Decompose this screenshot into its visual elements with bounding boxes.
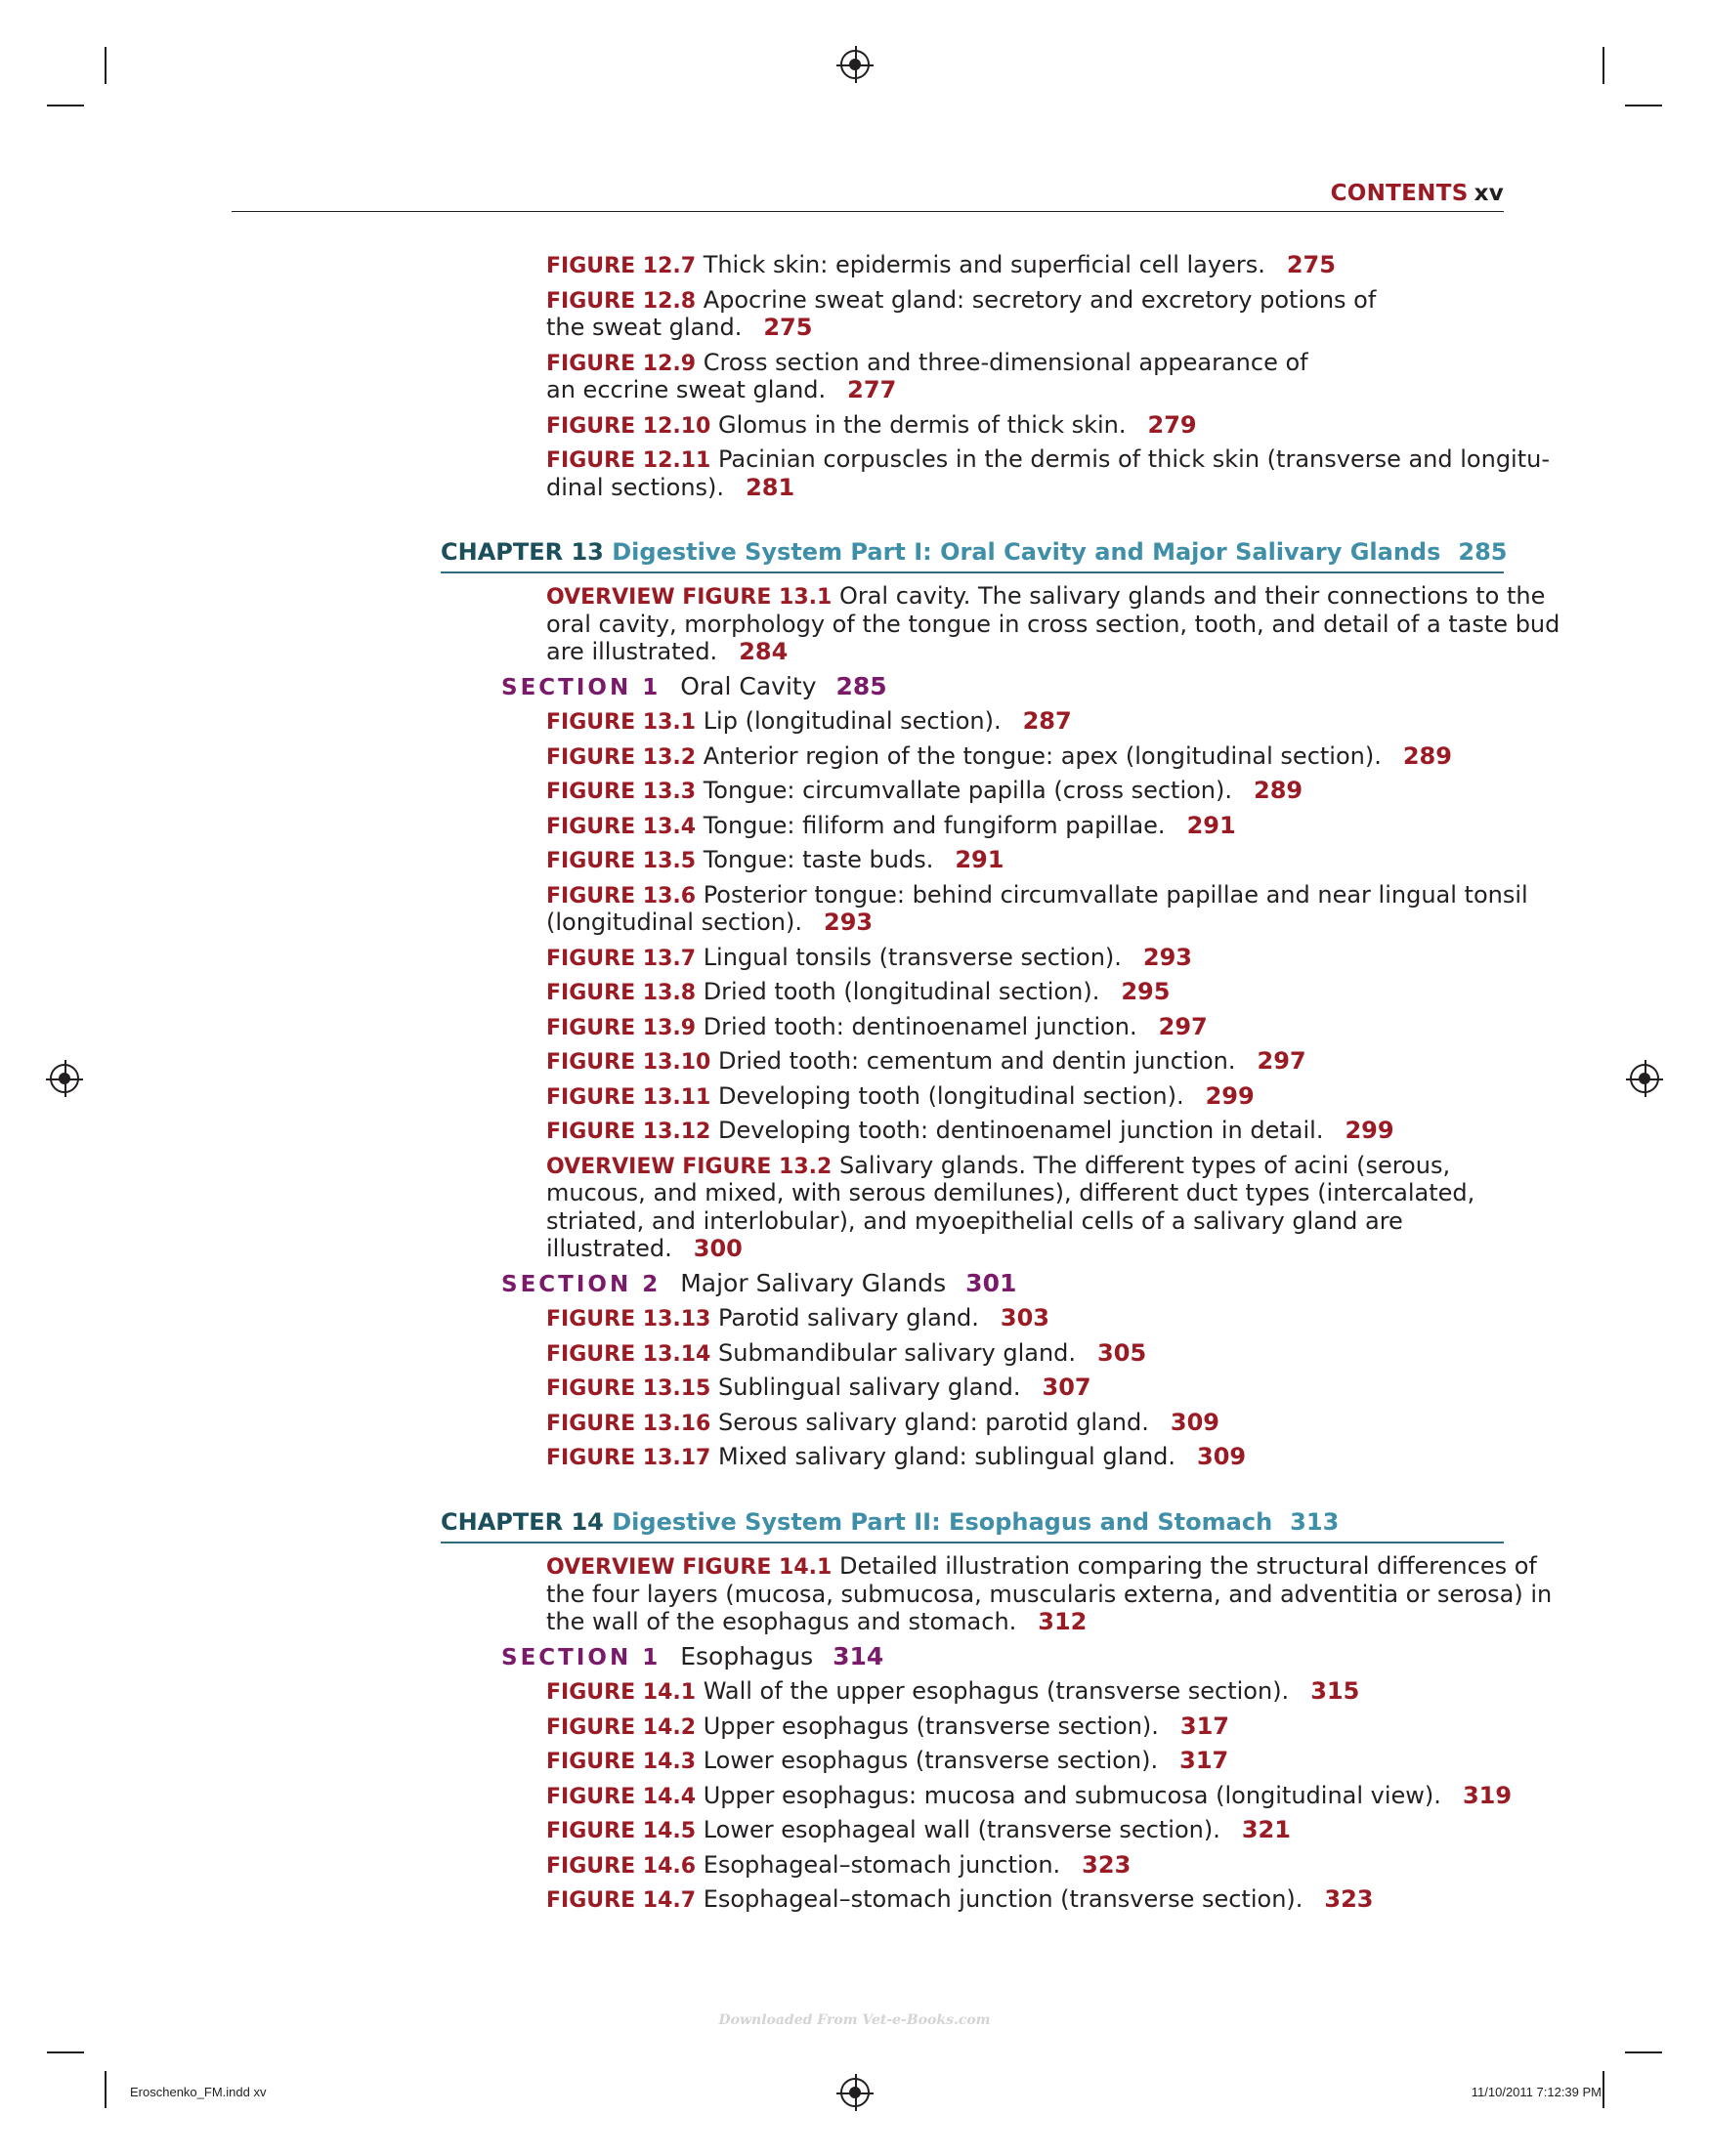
toc-figure-entry[interactable] <box>546 845 1004 876</box>
chapter-heading[interactable] <box>441 536 1508 573</box>
figure-page-number: 291 <box>1186 811 1236 839</box>
figure-label: FIGURE 13.1 <box>546 710 697 735</box>
figure-label: OVERVIEW FIGURE 14.1 <box>546 1555 833 1580</box>
crop-mark <box>1602 47 1604 84</box>
figure-title: Cross section and three-dimensional appearance of <box>703 348 1308 376</box>
figure-title: Upper esophagus (transverse section). <box>703 1712 1159 1740</box>
running-head-page-number: xv <box>1474 181 1504 206</box>
toc-figure-entry[interactable] <box>546 1012 1208 1043</box>
chapter-number: CHAPTER 13 <box>441 538 604 566</box>
figure-page-number: 319 <box>1462 1781 1513 1809</box>
figure-page-number: 295 <box>1121 978 1171 1005</box>
toc-figure-entry-continuation[interactable] <box>546 1580 1552 1609</box>
toc-figure-entry[interactable] <box>546 1151 1450 1182</box>
figure-title: Sublingual salivary gland. <box>718 1374 1021 1401</box>
registration-mark-icon <box>840 2078 870 2107</box>
figure-label: FIGURE 14.1 <box>546 1680 697 1705</box>
toc-figure-entry[interactable] <box>546 1442 1246 1473</box>
figure-label: FIGURE 13.5 <box>546 849 697 873</box>
figure-label: FIGURE 13.10 <box>546 1050 711 1075</box>
chapter-title: Digestive System Part I: Oral Cavity and Major Salivary Glands <box>612 538 1441 566</box>
figure-label: FIGURE 13.12 <box>546 1120 711 1144</box>
footer-file-slug: Eroschenko_FM.indd xv <box>130 2085 267 2099</box>
figure-label: FIGURE 14.5 <box>546 1819 697 1843</box>
toc-figure-entry[interactable] <box>546 250 1336 281</box>
figure-page-number: 277 <box>847 376 897 403</box>
running-head-label: CONTENTS <box>1330 181 1469 206</box>
figure-page-number: 299 <box>1345 1117 1394 1144</box>
figure-title: Posterior tongue: behind circumvallate papillae and near lingual tonsil <box>703 880 1528 909</box>
figure-title: Submandibular salivary gland. <box>718 1338 1077 1367</box>
figure-title: Dried tooth: dentinoenamel junction. <box>703 1012 1137 1040</box>
figure-title: Wall of the upper esophagus (transverse section). <box>703 1677 1290 1705</box>
figure-label: FIGURE 13.15 <box>546 1376 711 1401</box>
toc-figure-entry[interactable] <box>546 1712 1229 1743</box>
chapter-heading[interactable] <box>441 1506 1504 1543</box>
figure-page-number: 323 <box>1324 1885 1374 1913</box>
figure-title: Tongue: taste buds. <box>703 846 934 873</box>
section-heading[interactable] <box>501 1269 1016 1299</box>
toc-figure-entry[interactable] <box>546 1408 1219 1439</box>
figure-label: FIGURE 13.3 <box>546 780 697 804</box>
figure-label: FIGURE 12.11 <box>546 448 711 473</box>
registration-mark-icon <box>50 1064 79 1093</box>
figure-label: FIGURE 13.7 <box>546 946 697 971</box>
crop-mark <box>105 2071 107 2108</box>
figure-title: dinal sections). <box>546 473 725 501</box>
figure-title: oral cavity, morphology of the tongue in cross section, tooth, and detail of a taste bud <box>546 610 1560 638</box>
figure-page-number: 293 <box>824 909 874 936</box>
figure-label: FIGURE 14.4 <box>546 1784 697 1809</box>
figure-label: FIGURE 12.10 <box>546 413 711 439</box>
figure-label: FIGURE 13.13 <box>546 1307 711 1332</box>
figure-title: Tongue: circumvallate papilla (cross section). <box>703 777 1232 804</box>
toc-figure-entry[interactable] <box>546 741 1452 773</box>
crop-mark <box>1602 2071 1604 2108</box>
figure-page-number: 287 <box>1022 707 1072 735</box>
figure-title: are illustrated. <box>546 638 718 665</box>
toc-figure-entry[interactable] <box>546 1551 1537 1583</box>
figure-title: Salivary glands. The different types of acini (serous, <box>838 1151 1451 1179</box>
figure-title: Esophageal–stomach junction. <box>703 1850 1061 1879</box>
figure-title: Lingual tonsils (transverse section). <box>703 943 1122 971</box>
figure-page-number: 312 <box>1038 1608 1088 1635</box>
toc-figure-entry[interactable] <box>546 880 1528 911</box>
figure-title: Developing tooth: dentinoenamel junction in detail. <box>718 1117 1324 1144</box>
figure-label: OVERVIEW FIGURE 13.1 <box>546 585 833 610</box>
figure-page-number: 309 <box>1170 1408 1219 1436</box>
toc-figure-entry[interactable] <box>546 1884 1374 1916</box>
registration-mark-icon <box>1630 1064 1659 1093</box>
figure-title: Detailed illustration comparing the structural differences of <box>838 1552 1537 1580</box>
toc-figure-entry[interactable] <box>546 1116 1394 1147</box>
figure-page-number: 293 <box>1142 943 1192 971</box>
figure-label: FIGURE 12.9 <box>546 351 697 376</box>
figure-label: FIGURE 12.7 <box>546 254 697 278</box>
chapter-page-number: 285 <box>1458 538 1508 566</box>
toc-figure-entry[interactable] <box>546 706 1072 738</box>
section-label: SECTION 1 <box>501 1644 662 1670</box>
figure-label: FIGURE 14.7 <box>546 1888 697 1913</box>
figure-page-number: 300 <box>693 1235 743 1262</box>
toc-figure-entry[interactable] <box>546 410 1197 442</box>
toc-figure-entry-continuation[interactable] <box>546 313 812 342</box>
figure-title: Tongue: filiform and fungiform papillae. <box>703 811 1166 839</box>
figure-title: Glomus in the dermis of thick skin. <box>718 410 1127 439</box>
figure-page-number: 315 <box>1310 1677 1360 1705</box>
figure-title: Esophageal–stomach junction (transverse section). <box>703 1885 1303 1913</box>
section-title: Oral Cavity <box>680 671 817 700</box>
toc-figure-entry[interactable] <box>546 1046 1306 1078</box>
chapter-page-number: 313 <box>1290 1508 1340 1536</box>
figure-title: striated, and interlobular), and myoepithelial cells of a salivary gland are <box>546 1206 1403 1235</box>
figure-title: Apocrine sweat gland: secretory and excretory potions of <box>703 285 1377 314</box>
toc-figure-entry[interactable] <box>546 1081 1255 1113</box>
figure-label: FIGURE 13.16 <box>546 1411 711 1436</box>
figure-title: the wall of the esophagus and stomach. <box>546 1608 1017 1635</box>
figure-title: Pacinian corpuscles in the dermis of thick skin (transverse and longitu- <box>718 445 1551 473</box>
crop-mark <box>105 47 107 84</box>
toc-figure-entry[interactable] <box>546 581 1545 613</box>
figure-label: FIGURE 13.9 <box>546 1015 697 1040</box>
figure-title: Lower esophageal wall (transverse section). <box>703 1816 1220 1843</box>
toc-figure-entry[interactable] <box>546 977 1170 1008</box>
figure-title: Dried tooth: cementum and dentin junction. <box>718 1047 1236 1075</box>
figure-page-number: 289 <box>1254 777 1303 804</box>
crop-mark <box>47 105 84 106</box>
toc-figure-entry-continuation[interactable] <box>546 610 1559 639</box>
section-title: Major Salivary Glands <box>680 1268 947 1297</box>
figure-label: FIGURE 13.17 <box>546 1446 711 1470</box>
figure-page-number: 281 <box>746 473 795 501</box>
figure-title: Upper esophagus: mucosa and submucosa (longitudinal view). <box>703 1781 1441 1809</box>
figure-title: Thick skin: epidermis and superficial cell layers. <box>703 251 1265 278</box>
section-page-number: 301 <box>965 1268 1017 1297</box>
figure-page-number: 303 <box>1000 1304 1050 1332</box>
figure-title: Serous salivary gland: parotid gland. <box>718 1408 1149 1436</box>
figure-page-number: 275 <box>763 314 813 341</box>
toc-figure-entry[interactable] <box>546 776 1303 807</box>
watermark: Downloaded From Vet-e-Books.com <box>718 2012 991 2028</box>
toc-figure-entry-continuation[interactable] <box>546 908 873 937</box>
figure-page-number: 307 <box>1042 1374 1091 1401</box>
figure-label: FIGURE 13.2 <box>546 744 697 770</box>
figure-label: OVERVIEW FIGURE 13.2 <box>546 1154 833 1179</box>
footer-timestamp: 11/10/2011 7:12:39 PM <box>1471 2085 1602 2099</box>
figure-page-number: 309 <box>1197 1443 1247 1470</box>
toc-figure-entry-continuation[interactable] <box>546 1607 1087 1636</box>
figure-page-number: 297 <box>1158 1012 1208 1040</box>
figure-title: Lower esophagus (transverse section). <box>703 1747 1159 1774</box>
figure-page-number: 299 <box>1205 1081 1255 1110</box>
figure-title: Lip (longitudinal section). <box>703 707 1002 735</box>
section-label: SECTION 2 <box>501 1271 662 1297</box>
toc-figure-entry-continuation[interactable] <box>546 1234 743 1263</box>
toc-figure-entry[interactable] <box>546 1850 1131 1881</box>
figure-label: FIGURE 13.4 <box>546 814 697 839</box>
section-label: SECTION 1 <box>501 674 662 700</box>
figure-page-number: 279 <box>1147 410 1197 439</box>
toc-figure-entry-continuation[interactable] <box>546 1206 1403 1236</box>
figure-page-number: 305 <box>1097 1338 1147 1367</box>
figure-title: the sweat gland. <box>546 314 743 341</box>
figure-title: Oral cavity. The salivary glands and their connections to the <box>838 582 1546 610</box>
figure-title: Parotid salivary gland. <box>718 1304 979 1332</box>
toc-figure-entry-continuation[interactable] <box>546 1178 1474 1207</box>
figure-page-number: 291 <box>955 846 1004 873</box>
figure-title: illustrated. <box>546 1235 672 1262</box>
toc-figure-entry[interactable] <box>546 1303 1049 1334</box>
section-page-number: 285 <box>835 671 887 700</box>
toc-figure-entry[interactable] <box>546 1815 1291 1846</box>
section-page-number: 314 <box>833 1641 884 1670</box>
figure-label: FIGURE 13.8 <box>546 981 697 1005</box>
toc-figure-entry[interactable] <box>546 348 1308 379</box>
toc-figure-entry-continuation[interactable] <box>546 473 794 502</box>
chapter-title: Digestive System Part II: Esophagus and Stomach <box>612 1508 1273 1536</box>
figure-page-number: 284 <box>739 638 789 665</box>
figure-label: FIGURE 12.8 <box>546 288 697 314</box>
section-title: Esophagus <box>680 1641 814 1670</box>
toc-figure-entry-continuation[interactable] <box>546 637 788 666</box>
figure-label: FIGURE 13.11 <box>546 1084 711 1110</box>
crop-mark <box>1625 2051 1662 2053</box>
figure-title: Developing tooth (longitudinal section). <box>718 1081 1184 1110</box>
figure-title: an eccrine sweat gland. <box>546 376 827 403</box>
figure-page-number: 289 <box>1402 741 1452 770</box>
figure-label: FIGURE 13.6 <box>546 883 697 909</box>
toc-figure-entry[interactable] <box>546 1746 1228 1777</box>
figure-page-number: 317 <box>1179 1712 1230 1740</box>
toc-figure-entry[interactable] <box>546 444 1550 476</box>
toc-figure-entry[interactable] <box>546 1676 1359 1708</box>
figure-title: Anterior region of the tongue: apex (longitudinal section). <box>703 741 1382 770</box>
figure-title: mucous, and mixed, with serous demilunes), different duct types (intercalated, <box>546 1179 1475 1206</box>
figure-label: FIGURE 14.2 <box>546 1714 697 1740</box>
figure-title: (longitudinal section). <box>546 909 802 936</box>
running-head <box>232 176 1504 212</box>
toc-figure-entry[interactable] <box>546 285 1376 317</box>
figure-page-number: 297 <box>1257 1047 1306 1075</box>
toc-figure-entry[interactable] <box>546 811 1236 842</box>
registration-mark-icon <box>840 50 870 79</box>
figure-page-number: 275 <box>1286 251 1336 278</box>
toc-figure-entry[interactable] <box>546 1781 1512 1812</box>
figure-page-number: 323 <box>1082 1850 1132 1879</box>
crop-mark <box>1625 105 1662 106</box>
figure-page-number: 317 <box>1179 1747 1229 1774</box>
toc-figure-entry[interactable] <box>546 1338 1146 1370</box>
toc-figure-entry[interactable] <box>546 943 1192 974</box>
figure-title: the four layers (mucosa, submucosa, muscularis externa, and adventitia or serosa) in <box>546 1580 1553 1608</box>
chapter-number: CHAPTER 14 <box>441 1508 604 1536</box>
figure-title: Mixed salivary gland: sublingual gland. <box>718 1443 1176 1470</box>
toc-figure-entry[interactable] <box>546 1373 1091 1404</box>
figure-label: FIGURE 13.14 <box>546 1341 711 1367</box>
figure-label: FIGURE 14.6 <box>546 1853 697 1879</box>
toc-figure-entry-continuation[interactable] <box>546 375 896 404</box>
crop-mark <box>47 2051 84 2053</box>
figure-label: FIGURE 14.3 <box>546 1750 697 1774</box>
section-heading[interactable] <box>501 672 887 702</box>
section-heading[interactable] <box>501 1642 883 1672</box>
figure-page-number: 321 <box>1241 1816 1291 1843</box>
figure-title: Dried tooth (longitudinal section). <box>703 978 1100 1005</box>
